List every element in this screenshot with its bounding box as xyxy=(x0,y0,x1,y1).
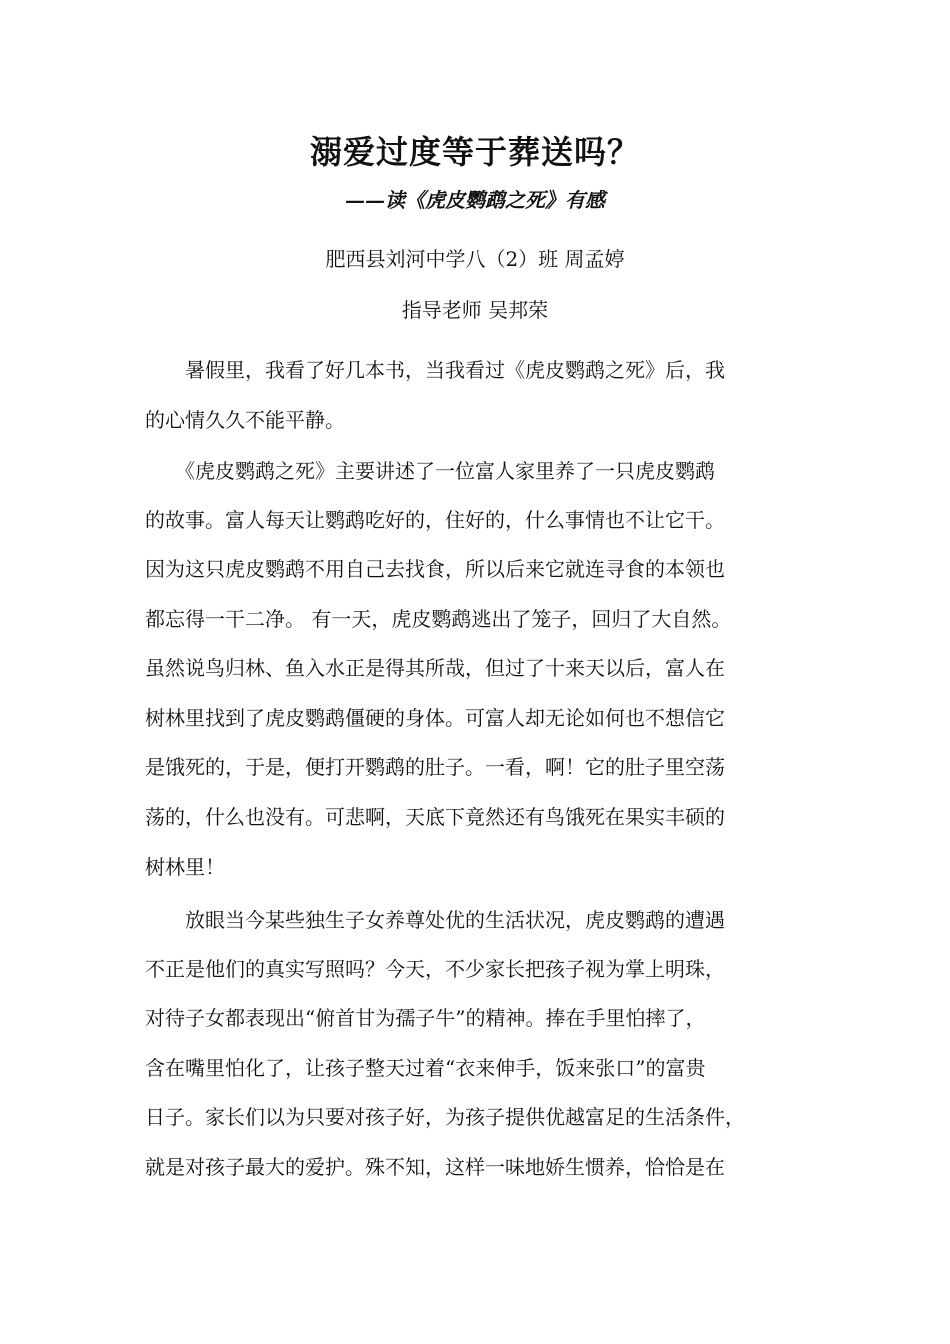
body-line: 因为这只虎皮鹦鹉不用自己去找食，所以后来它就连寻食的本领也 xyxy=(145,557,725,581)
teacher-line: 指导老师 吴邦荣 xyxy=(401,298,549,322)
body-line: 对待子女都表现出“俯首甘为孺子牛”的精神。捧在手里怕摔了， xyxy=(145,1006,706,1030)
body-line: 含在嘴里怕化了，让孩子整天过着“衣来伸手，饭来张口”的富贵 xyxy=(145,1056,706,1080)
body-line: 暑假里，我看了好几本书，当我看过《虎皮鹦鹉之死》后，我 xyxy=(145,358,725,382)
body-line: 的心情久久不能平静。 xyxy=(145,408,345,432)
document-subtitle: ——读《虎皮鹦鹉之死》有感 xyxy=(345,188,605,212)
body-line: 树林里！ xyxy=(145,855,225,879)
body-line: 是饿死的，于是，便打开鹦鹉的肚子。一看，啊！它的肚子里空荡 xyxy=(145,755,725,779)
body-line: 日子。家长们以为只要对孩子好，为孩子提供优越富足的生活条件， xyxy=(145,1105,745,1129)
body-line: 荡的，什么也没有。可悲啊，天底下竟然还有鸟饿死在果实丰硕的 xyxy=(145,805,725,829)
body-line: 《虎皮鹦鹉之死》主要讲述了一位富人家里养了一只虎皮鹦鹉 xyxy=(145,459,715,483)
body-line: 不正是他们的真实写照吗？今天，不少家长把孩子视为掌上明珠， xyxy=(145,957,725,981)
body-line: 的故事。富人每天让鹦鹉吃好的，住好的，什么事情也不让它干。 xyxy=(145,508,725,532)
body-line: 就是对孩子最大的爱护。殊不知，这样一味地娇生惯养，恰恰是在 xyxy=(145,1155,725,1179)
body-line: 虽然说鸟归林、鱼入水正是得其所哉，但过了十来天以后，富人在 xyxy=(145,656,725,680)
body-line: 树林里找到了虎皮鹦鹉僵硬的身体。可富人却无论如何也不想信它 xyxy=(145,706,725,730)
document-title: 溺爱过度等于葬送吗？ xyxy=(309,133,640,171)
body-line: 都忘得一干二净。 有一天，虎皮鹦鹉逃出了笼子，回归了大自然。 xyxy=(145,607,732,631)
body-line: 放眼当今某些独生子女养尊处优的生活状况，虎皮鹦鹉的遭遇 xyxy=(145,908,725,932)
author-line: 肥西县刘河中学八（2）班 周孟婷 xyxy=(325,247,625,271)
